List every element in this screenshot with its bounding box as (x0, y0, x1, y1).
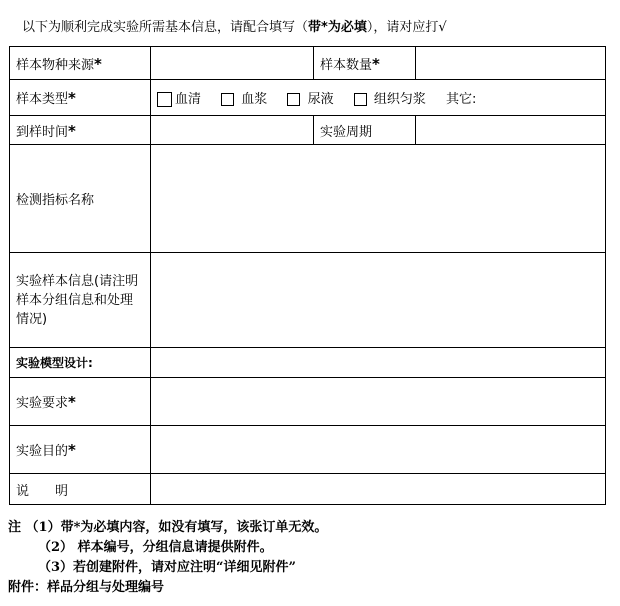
sample-count-label: 样本数量* (314, 47, 416, 80)
intro-instruction (22, 16, 447, 35)
cycle-label: 实验周期 (314, 116, 416, 145)
model-design-field[interactable] (151, 348, 606, 378)
note-label: 说 明 (10, 474, 151, 505)
purpose-label: 实验目的* (10, 426, 151, 474)
note-line-3: （3）若创建附件，请对应注明“详细见附件” (38, 560, 297, 575)
note-field[interactable] (151, 474, 606, 505)
purpose-field[interactable] (151, 426, 606, 474)
urine-checkbox[interactable] (287, 93, 300, 106)
intro-text-bold: 带*为必填 (308, 20, 367, 35)
indicator-field[interactable] (151, 145, 606, 253)
cycle-field[interactable] (416, 116, 606, 145)
row-purpose (10, 426, 606, 474)
row-sample-info (10, 253, 606, 348)
sample-source-field[interactable] (151, 47, 314, 80)
note-line-2: （2） 样本编号，分组信息请提供附件。 (38, 540, 273, 555)
plasma-checkbox[interactable] (221, 93, 234, 106)
serum-checkbox[interactable] (157, 92, 172, 107)
sample-type-options (151, 80, 606, 116)
note-line-1: 注 （1）带*为必填内容，如没有填写，该张订单无效。 (8, 520, 328, 535)
intro-text-before: 以下为顺利完成实验所需基本信息，请配合填写（ (22, 20, 309, 35)
row-model-design (10, 348, 606, 378)
row-note (10, 474, 606, 505)
requirement-field[interactable] (151, 378, 606, 426)
sample-count-field[interactable] (416, 47, 606, 80)
model-design-label: 实验模型设计: (10, 348, 151, 378)
sample-source-label: 样本物种来源* (10, 47, 151, 80)
requirement-label: 实验要求* (10, 378, 151, 426)
tissue-homogenate-label: 组织匀浆 (373, 92, 426, 107)
row-indicator (10, 145, 606, 253)
plasma-label: 血浆 (241, 92, 268, 107)
sample-info-field[interactable] (151, 253, 606, 348)
other-label: 其它: (446, 92, 477, 107)
footnotes (8, 518, 327, 598)
sample-info-label: 实验样本信息(请注明样本分组信息和处理情况) (10, 253, 151, 348)
intro-text-after: ），请对应打√ (366, 20, 447, 35)
row-source-count (10, 47, 606, 80)
tissue-homogenate-checkbox[interactable] (354, 93, 367, 106)
sample-type-label: 样本类型* (10, 80, 151, 116)
indicator-label: 检测指标名称 (10, 145, 151, 253)
row-sample-type (10, 80, 606, 116)
note-line-4: 附件：样品分组与处理编号 (8, 580, 165, 595)
row-time-cycle (10, 116, 606, 145)
urine-label: 尿液 (307, 92, 334, 107)
arrival-time-label: 到样时间* (10, 116, 151, 145)
sample-info-form (9, 46, 606, 505)
row-requirement (10, 378, 606, 426)
arrival-time-field[interactable] (151, 116, 314, 145)
serum-label: 血清 (175, 92, 202, 107)
